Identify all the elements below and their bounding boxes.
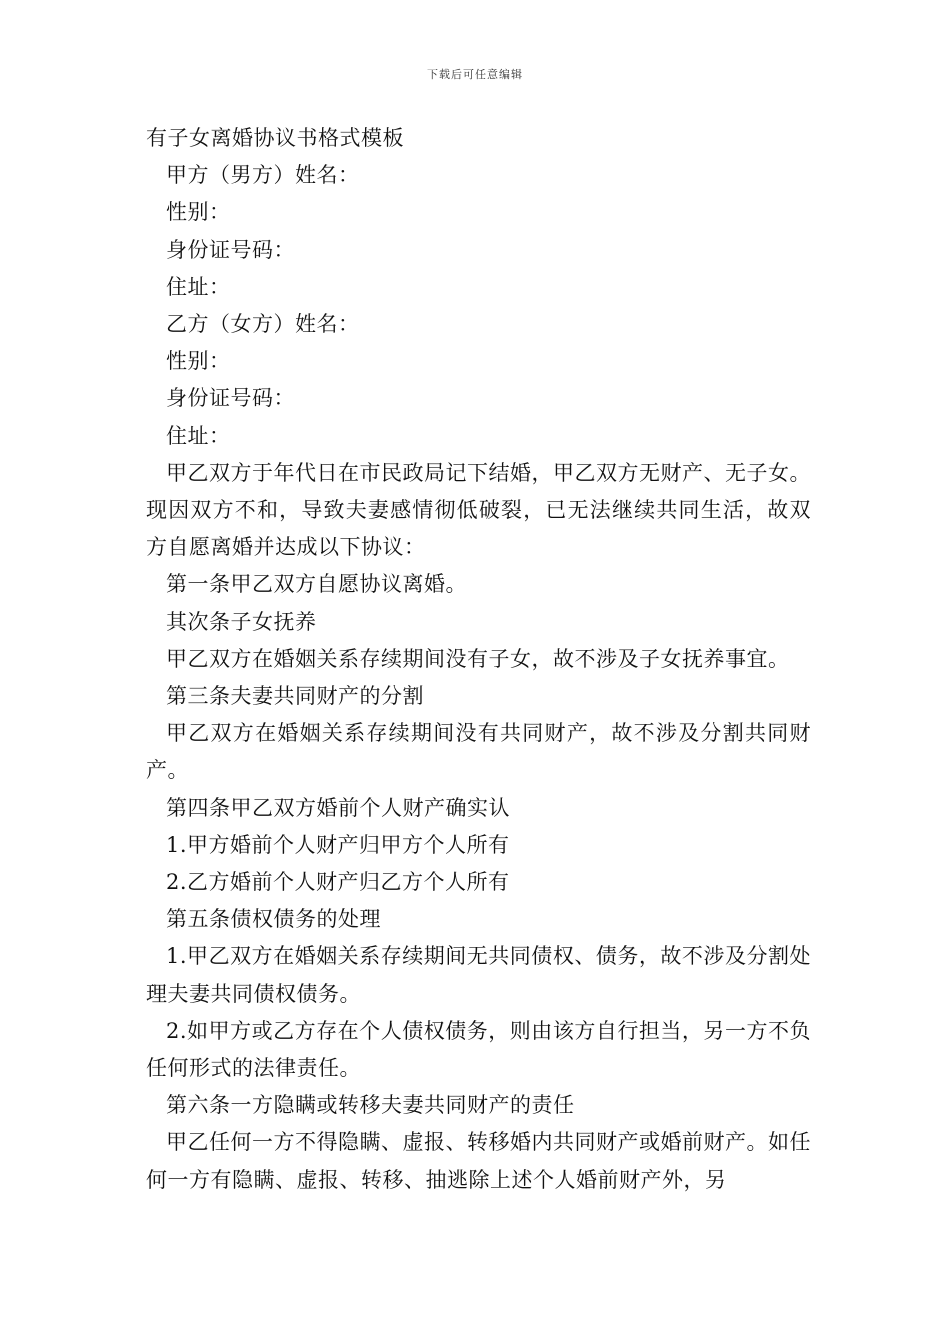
document-title: 有子女离婚协议书格式模板: [146, 126, 404, 150]
party-a-name-label: 甲方（男方）姓名：: [166, 163, 360, 188]
intro-paragraph: 甲乙双方于年代日在市民政局记下结婚，甲乙双方无财产、无子女。现因双方不和，导致夫妻感情彻低破裂，已无法继续共同生活，故双方自愿离婚并达成以下协议：: [146, 460, 811, 560]
article-6-body: 甲乙任何一方不得隐瞒、虚报、转移婚内共同财产或婚前财产。如任何一方有隐瞒、虚报、转移、抽逃除上述个人婚前财产外，另: [146, 1130, 811, 1192]
article-3-body: 甲乙双方在婚姻关系存续期间没有共同财产，故不涉及分割共同财产。: [146, 721, 811, 783]
article-5-item-2: 2.如甲方或乙方存在个人债权债务，则由该方自行担当，另一方不负任何形式的法律责任。: [146, 1018, 811, 1081]
article-5-item-1: 1.甲乙双方在婚姻关系存续期间无共同债权、债务，故不涉及分割处理夫妻共同债权债务。: [146, 944, 811, 1006]
header-note: 下载后可任意编辑: [427, 68, 523, 81]
article-4-heading: 第四条甲乙双方婚前个人财产确实认: [166, 795, 510, 820]
article-1: 第一条甲乙双方自愿协议离婚。: [166, 572, 467, 597]
article-4-item-2: 2.乙方婚前个人财产归乙方个人所有: [166, 870, 510, 895]
party-a-id-label: 身份证号码：: [166, 237, 295, 262]
document-body: [146, 120, 811, 1199]
article-2-heading: 其次条子女抚养: [166, 609, 317, 634]
party-b-address-label: 住址：: [166, 423, 231, 448]
party-a-gender-label: 性别：: [166, 200, 231, 225]
article-2-body: 甲乙双方在婚姻关系存续期间没有子女，故不涉及子女抚养事宜。: [166, 646, 790, 671]
article-6-heading: 第六条一方隐瞒或转移夫妻共同财产的责任: [166, 1093, 575, 1118]
article-3-heading: 第三条夫妻共同财产的分割: [166, 684, 424, 709]
article-4-item-1: 1.甲方婚前个人财产归甲方个人所有: [166, 832, 510, 857]
party-b-id-label: 身份证号码：: [166, 386, 295, 411]
party-a-address-label: 住址：: [166, 274, 231, 299]
party-b-gender-label: 性别：: [166, 349, 231, 374]
article-5-heading: 第五条债权债务的处理: [166, 907, 381, 932]
party-b-name-label: 乙方（女方）姓名：: [166, 312, 360, 337]
